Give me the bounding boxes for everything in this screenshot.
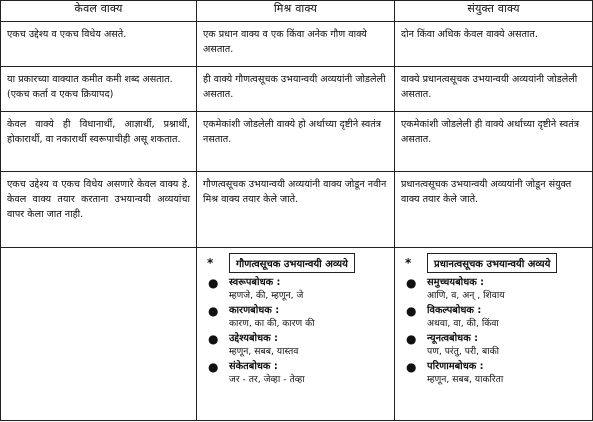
table-cell [197, 22, 395, 67]
list-item [203, 304, 388, 330]
list-item [203, 276, 388, 302]
list-item [203, 360, 388, 386]
cell-text: गौणत्वसूचक उभयान्वयी अव्ययांनी वाक्य जोडून नवीन मिश्र वाक्य तयार केले जाते. [203, 179, 387, 205]
list-item-title: संकेतबोधक : [229, 361, 278, 372]
bullet-icon: ● [406, 276, 417, 290]
table-cell [1, 112, 197, 172]
list-item [401, 360, 586, 386]
table-cell [395, 67, 593, 112]
asterisk-icon: * [405, 256, 412, 270]
cell-text: एकमेकांशी जोडलेली ही वाक्ये अर्थाच्या दृष्टीने स्वतंत्र असतात. [401, 119, 580, 145]
cell-text: एकच उद्देश्य व एकच विधेय असते. [7, 29, 127, 40]
list-item-title: कारणबोधक : [229, 305, 280, 316]
list-item-title: परिणामबोधक : [427, 361, 484, 372]
list-item-title: उद्देश्यबोधक : [229, 333, 278, 344]
cell-text: वाक्ये प्रधानत्वसूचक उभयान्वयी अव्ययांनी जोडलेली असतात. [401, 74, 578, 100]
asterisk-icon: * [207, 256, 214, 270]
table-row [1, 112, 593, 172]
bullet-icon: ● [406, 304, 417, 318]
table-row [1, 67, 593, 112]
table-cell [1, 172, 197, 248]
list-item-title: स्वरूपबोधक : [229, 277, 281, 288]
list-item-title: विकल्पबोधक : [427, 305, 482, 316]
subordinating-conjunctions-cell [197, 248, 395, 421]
list-item-title: समुच्चयबोधक : [427, 277, 485, 288]
table-cell [1, 67, 197, 112]
bullet-icon: ● [208, 332, 219, 346]
bullet-icon: ● [406, 332, 417, 346]
bullet-icon: ● [208, 360, 219, 374]
table-cell [395, 172, 593, 248]
table-row [1, 172, 593, 248]
list-item-title: न्यूनत्वबोधक : [427, 333, 479, 344]
cell-text: प्रधानत्वसूचक उभयान्वयी अव्ययांनी जोडून संयुक्त वाक्य तयार केले जाते. [401, 179, 572, 205]
header-compound-sentence: संयुक्त वाक्य [395, 1, 593, 22]
table-cell [395, 112, 593, 172]
list-item [401, 304, 586, 330]
list-item-examples: म्हणजे, की, म्हणून, जे [229, 290, 304, 301]
coordinating-conjunctions-cell [395, 248, 593, 421]
cell-text: एकमेकांशी जोडलेली वाक्ये हो अर्थाच्या दृष्टीने स्वतंत्र नसतात. [203, 119, 382, 145]
list-item-examples: जर - तर, जेव्हा - तेव्हा [229, 374, 305, 385]
list-item-examples: कारण, का की, कारण की [229, 318, 315, 329]
cell-text: ही वाक्ये गौणत्वसूचक उभयान्वयी अव्ययांनी जोडलेली असतात. [203, 74, 386, 100]
list-item [401, 332, 586, 358]
list-item [401, 276, 586, 302]
header-simple-sentence: केवल वाक्य [1, 1, 197, 22]
header-row [1, 1, 593, 22]
table-cell [1, 22, 197, 67]
list-item-examples: म्हणून, सबब, याकरिता [427, 374, 504, 385]
list-item [203, 332, 388, 358]
list-item-examples: पण, परंतु, परी, बाकी [427, 346, 500, 357]
subordinating-conjunctions-title: गौणत्वसूचक उभयान्वयी अव्यये [229, 253, 355, 273]
table-cell [197, 67, 395, 112]
cell-text: एकच उद्देश्य व एकच विधेय असणारे केवल वाक्य हे. केवल वाक्य तयार करताना उभयान्वयी अव्ययांचा वापर केला जात नाही. [7, 179, 190, 220]
list-item-examples: म्हणून, सबब, यास्तव [229, 346, 299, 357]
list-item-examples: अथवा, वा, की, किंवा [427, 318, 499, 329]
table-row [1, 22, 593, 67]
header-complex-sentence: मिश्र वाक्य [197, 1, 395, 22]
table-cell [197, 172, 395, 248]
cell-text: केवल वाक्ये ही विधानार्थी, आज्ञार्थी, प्रश्नार्थी, होकारार्थी, वा नकारार्थी स्वरूपाचीही असू शकतात. [7, 119, 190, 145]
cell-text: या प्रकारच्या वाक्यात कमीत कमी शब्द असतात. (एकच कर्ता व एकच क्रियापद) [7, 74, 173, 100]
cell-text: एक प्रधान वाक्य व एक किंवा अनेक गौण वाक्ये असतात. [203, 29, 367, 55]
bullet-icon: ● [406, 360, 417, 374]
cell-text: दोन किंवा अधिक केवल वाक्ये असतात. [401, 29, 538, 40]
list-item-examples: आणि, व, अन् , शिवाय [427, 290, 505, 301]
bullet-icon: ● [208, 304, 219, 318]
table-cell [197, 112, 395, 172]
bullet-icon: ● [208, 276, 219, 290]
empty-cell [1, 248, 197, 421]
table-cell [395, 22, 593, 67]
conjunction-list-row [1, 248, 593, 421]
coordinating-conjunctions-title: प्रधानत्वसूचक उभयान्वयी अव्यये [427, 253, 557, 273]
